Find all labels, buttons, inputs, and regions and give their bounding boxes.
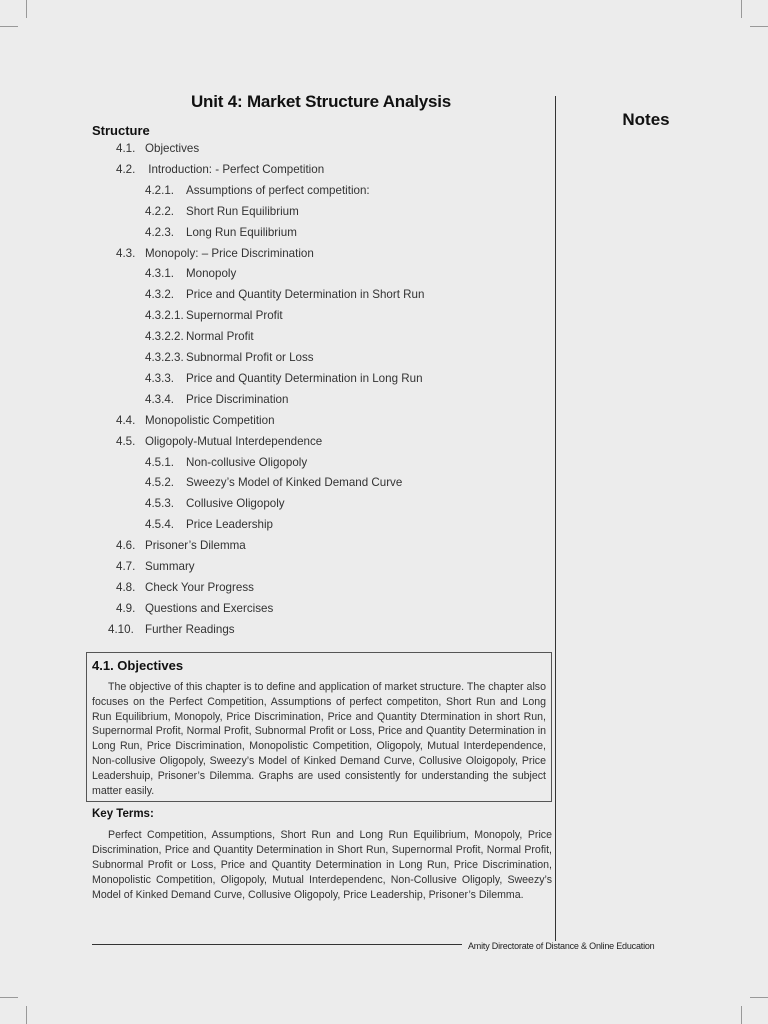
toc-item-number: 4.5.3. <box>145 497 175 511</box>
toc-item-number: 4.3.2.2. <box>145 330 184 344</box>
toc-item-number: 4.3. <box>116 246 136 260</box>
toc-item-number: 4.5.4. <box>145 518 175 532</box>
toc-item-label: Short Run Equilibrium <box>186 204 299 218</box>
notes-title: Notes <box>622 110 670 129</box>
toc-item-label: Monopoly: – Price Discrimination <box>145 246 314 260</box>
objectives-heading: 4.1. Objectives <box>92 658 184 673</box>
footer-text: Amity Directorate of Distance & Online Education <box>468 941 655 951</box>
toc-item-number: 4.3.4. <box>145 392 175 406</box>
crop-mark <box>0 26 18 27</box>
toc-item-number: 4.3.1. <box>145 267 175 281</box>
toc-item-number: 4.2.3. <box>145 225 175 239</box>
toc-item-number: 4.3.3. <box>145 371 175 385</box>
objectives-text: The objective of this chapter is to define and application of market structure. The chapter also focuses on the Perfect Competition, Assumptions of perfect competiton, Short Run and Long Run Equilibrium, Monopoly, Price Discrimination, Price and Quantity Dtermination in short Run, Supernormal Profit, Normal Profit, Subnormal Profit or Loss, Price and Quantity Determination in Long Run, Price Discrimination, Monopolistic Competition, Oligopoly, Mutual Interdependence, Non-collusive Oligopoly, Sweezy’s Model of Kinked Demand Curve, Collusive Oloigopoly, Price Leadershuip, Prisoner’s Dilemma. Graphs are used consistently for understanding the subject matter easily. <box>92 681 546 797</box>
toc-item-label: Prisoner’s Dilemma <box>145 539 246 553</box>
toc-item-number: 4.3.2.3. <box>145 351 184 364</box>
toc-item-label: Subnormal Profit or Loss <box>186 351 314 364</box>
toc-item-label: Price and Quantity Determination in Long Run <box>186 371 423 385</box>
toc-item-label: Oligopoly-Mutual Interdependence <box>145 434 323 448</box>
toc-item-label: Price Discrimination <box>186 392 289 406</box>
footer-rule <box>92 944 462 945</box>
toc-item-number: 4.10. <box>108 622 134 636</box>
toc-item-label: Price Leadership <box>186 518 274 532</box>
toc-item-label: Introduction: - Perfect Competition <box>145 162 325 176</box>
key-terms-text: Perfect Competition, Assumptions, Short Run and Long Run Equilibrium, Monopoly, Price Discrimination, Price and Quantity Determination in Short Run, Supernormal Profit, Normal Profit, Subnormal Profit or Loss, Price and Quantity Determination in Long Run, Price Discrimination, Monopolistic Competition, Oligopoly, Mutual Interdependenc, Non-Collusive Oligoply, Sweezy’s Model of Kinked Demand Curve, Collusive Oligopoly, Price Leadership, Prisoner’s Dilemma. <box>92 829 552 901</box>
toc-item-label: Normal Profit <box>186 330 254 344</box>
toc-item-label: Objectives <box>145 142 200 155</box>
toc-item-label: Price and Quantity Determination in Short Run <box>186 288 425 302</box>
toc-item-label: Questions and Exercises <box>145 601 274 615</box>
toc-item-number: 4.4. <box>116 413 136 427</box>
toc-item-number: 4.9. <box>116 601 136 615</box>
toc-item-number: 4.8. <box>116 580 136 594</box>
toc-item-label: Collusive Oligopoly <box>186 497 285 511</box>
toc-item-number: 4.2.1. <box>145 183 175 197</box>
toc-item-number: 4.6. <box>116 539 136 553</box>
objectives-box <box>86 652 552 802</box>
toc-item-number: 4.3.2.1. <box>145 309 184 323</box>
toc-item-label: Sweezy’s Model of Kinked Demand Curve <box>186 476 403 490</box>
toc-item-label: Long Run Equilibrium <box>186 225 297 239</box>
toc-item-number: 4.5.2. <box>145 476 175 490</box>
crop-mark <box>741 1006 742 1024</box>
page-title: Unit 4: Market Structure Analysis <box>190 92 452 111</box>
toc-item-label: Check Your Progress <box>145 580 254 594</box>
crop-mark <box>750 26 768 27</box>
crop-mark <box>26 0 27 18</box>
key-terms-heading: Key Terms: <box>92 808 154 820</box>
crop-mark <box>750 997 768 998</box>
toc-item-number: 4.5.1. <box>145 455 175 469</box>
toc-item-number: 4.7. <box>116 560 136 573</box>
structure-heading: Structure <box>92 123 150 138</box>
toc-item-label: Summary <box>145 560 195 573</box>
notes-divider <box>555 96 556 941</box>
toc-item-label: Non-collusive Oligopoly <box>186 455 308 469</box>
toc-item-number: 4.2. <box>116 162 136 176</box>
toc-item-label: Assumptions of perfect competition: <box>186 183 370 197</box>
toc-item-number: 4.5. <box>116 434 136 448</box>
crop-mark <box>0 997 18 998</box>
toc-item-label: Further Readings <box>145 622 235 636</box>
toc-item-number: 4.2.2. <box>145 204 175 218</box>
toc-item-number: 4.1. <box>116 142 136 155</box>
crop-mark <box>741 0 742 18</box>
toc-item-label: Monopolistic Competition <box>145 413 275 427</box>
crop-mark <box>26 1006 27 1024</box>
toc-item-number: 4.3.2. <box>145 288 175 302</box>
toc-item-label: Supernormal Profit <box>186 309 283 323</box>
toc-item-label: Monopoly <box>186 267 237 281</box>
